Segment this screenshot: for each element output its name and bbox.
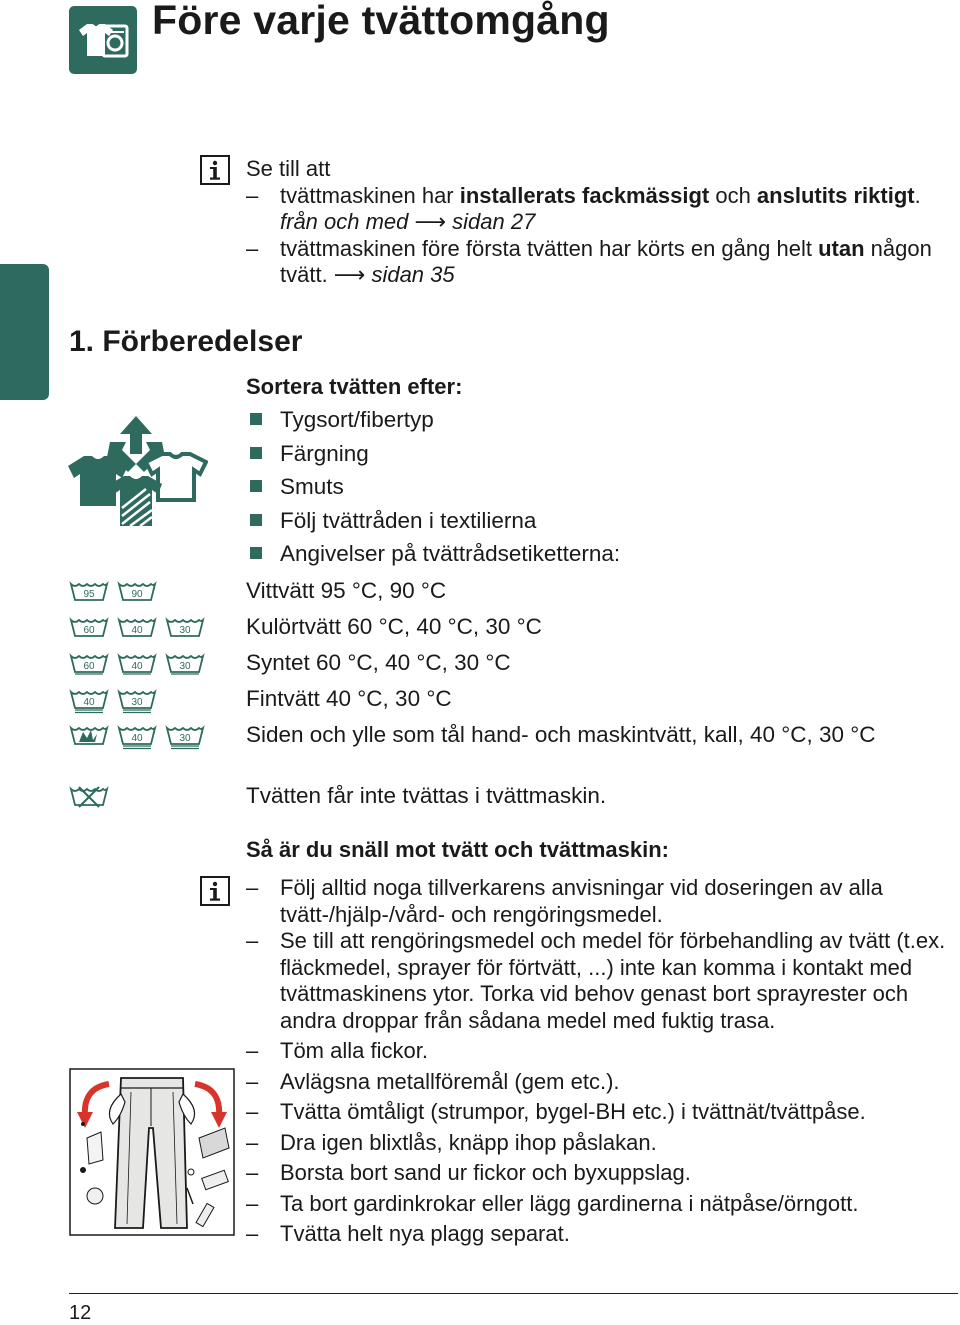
wash-tub-icon	[165, 724, 205, 748]
page-number: 12	[69, 1302, 92, 1324]
care-item: – Töm alla fickor.	[246, 1038, 946, 1065]
care-line-text: Fintvätt 40 °C, 30 °C	[246, 686, 452, 711]
care-item: – Ta bort gardinkrokar eller lägg gardinerna i nätpåse/örngott.	[246, 1191, 946, 1218]
wash-tub-icon	[117, 580, 157, 604]
care-symbols	[69, 785, 117, 816]
sort-heading: Sortera tvätten efter:	[246, 374, 463, 399]
square-bullet-icon	[250, 447, 262, 459]
care-list	[246, 875, 946, 1248]
care-symbols	[69, 616, 213, 647]
svg-text:60: 60	[83, 661, 95, 672]
care-item: – Avlägsna metallföremål (gem etc.).	[246, 1069, 946, 1096]
chapter-tab	[0, 264, 49, 400]
square-bullet-icon	[250, 547, 262, 559]
intro-text-run: ⟶ sidan 35	[333, 262, 455, 287]
intro-item	[246, 236, 946, 289]
sort-item-label: Tygsort/fibertyp	[280, 407, 434, 432]
care-line-text: Siden och ylle som tål hand- och maskintvätt, kall, 40 °C, 30 °C	[246, 722, 876, 747]
sort-item	[246, 439, 946, 473]
care-item: – Borsta bort sand ur fickor och byxuppslag.	[246, 1160, 946, 1187]
no-wash-icon	[69, 785, 109, 809]
section-heading: 1. Förberedelser	[69, 325, 303, 358]
square-bullet-icon	[250, 413, 262, 425]
info-icon	[200, 876, 230, 911]
svg-text:30: 30	[179, 625, 191, 636]
care-item: – Tvätta helt nya plagg separat.	[246, 1221, 946, 1248]
svg-text:40: 40	[131, 625, 143, 636]
page-title: Före varje tvättomgång	[152, 0, 610, 43]
sort-item	[246, 506, 946, 540]
care-item: – Följ alltid noga tillverkarens anvisningar vid doseringen av alla tvätt-/hjälp-/vård- och rengöringsmedel.	[246, 875, 946, 928]
sort-item-label: Färgning	[280, 440, 369, 466]
intro-text-run: utan	[818, 235, 865, 261]
svg-text:95: 95	[83, 589, 95, 600]
intro-item	[246, 183, 946, 236]
care-item: – Se till att rengöringsmedel och medel för förbehandling av tvätt (t.ex. fläckmedel, sprayer för förtvätt, ...) inte kan komma i kontakt med tvättmaskinens ytor. Torka vid behov genast bort sprayrester och andra droppar från sådana medel med fuktig trasa.	[246, 928, 946, 1034]
square-bullet-icon	[250, 480, 262, 492]
wash-tub-icon	[117, 652, 157, 676]
wash-tub-icon	[165, 616, 205, 640]
info-icon	[200, 155, 230, 190]
intro-text-run: någon tvätt.	[280, 235, 932, 287]
svg-text:40: 40	[131, 733, 143, 744]
care-heading: Så är du snäll mot tvätt och tvättmaskin:	[246, 837, 669, 862]
intro-text-run: anslutits riktigt	[756, 182, 915, 208]
intro-text-run: .	[914, 182, 921, 208]
intro-text-run: tvättmaskinen före första tvätten har körts en gång helt	[280, 235, 819, 261]
washing-machine-logo-icon	[69, 6, 137, 74]
wash-tub-icon	[117, 724, 157, 748]
sort-item-label: Angivelser på tvättrådsetiketterna:	[280, 541, 621, 566]
sort-item	[246, 405, 946, 439]
wash-tub-icon	[117, 616, 157, 640]
care-line-text: Tvätten får inte tvättas i tvättmaskin.	[246, 783, 607, 808]
wash-tub-icon	[69, 688, 109, 712]
intro-text-run: från och med ⟶ sidan 27	[280, 209, 536, 234]
svg-text:30: 30	[179, 733, 191, 744]
sort-item-label: Följ tvättråden i textilierna	[280, 507, 537, 533]
intro-text-run: tvättmaskinen har	[280, 182, 460, 208]
sort-item-label: Smuts	[280, 474, 344, 499]
sort-item	[246, 472, 946, 506]
svg-text:30: 30	[131, 697, 143, 708]
care-block	[246, 875, 946, 1248]
intro-list	[246, 183, 946, 289]
svg-text:90: 90	[131, 589, 143, 600]
sort-block	[246, 374, 946, 573]
care-line-text: Kulörtvätt 60 °C, 40 °C, 30 °C	[246, 614, 542, 639]
svg-text:30: 30	[179, 661, 191, 672]
wash-tub-icon	[69, 652, 109, 676]
care-symbols	[69, 688, 165, 719]
care-line-text: Vittvätt 95 °C, 90 °C	[246, 578, 447, 603]
footer-rule	[69, 1293, 958, 1294]
care-item: – Tvätta ömtåligt (strumpor, bygel-BH etc.) i tvättnät/tvättpåse.	[246, 1099, 946, 1126]
care-symbols	[69, 652, 213, 683]
care-line-text: Syntet 60 °C, 40 °C, 30 °C	[246, 650, 511, 675]
sort-item	[246, 539, 946, 573]
intro-block	[246, 156, 946, 289]
hand-wash-icon	[69, 724, 109, 748]
wash-tub-icon	[165, 652, 205, 676]
intro-text-run: och	[709, 182, 757, 208]
svg-text:40: 40	[131, 661, 143, 672]
care-symbols	[69, 580, 165, 611]
sort-list	[246, 405, 946, 573]
svg-text:60: 60	[83, 625, 95, 636]
intro-lead: Se till att	[246, 156, 331, 181]
intro-text-run: installerats fackmässigt	[459, 182, 710, 208]
trousers-pockets-icon	[69, 1068, 235, 1241]
svg-text:40: 40	[83, 697, 95, 708]
care-symbols	[69, 724, 213, 755]
sort-laundry-icon	[66, 414, 208, 535]
square-bullet-icon	[250, 514, 262, 526]
wash-tub-icon	[117, 688, 157, 712]
care-item: – Dra igen blixtlås, knäpp ihop påslakan.	[246, 1130, 946, 1157]
wash-tub-icon	[69, 580, 109, 604]
wash-tub-icon	[69, 616, 109, 640]
